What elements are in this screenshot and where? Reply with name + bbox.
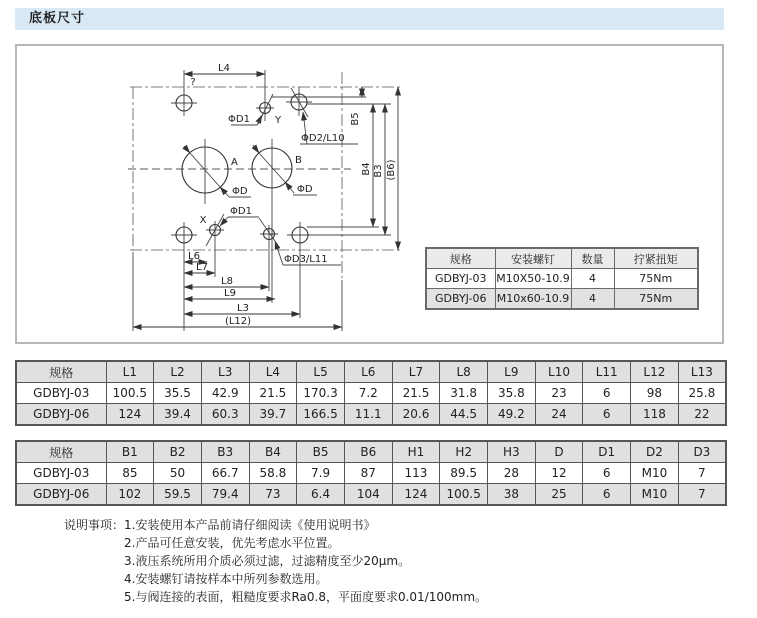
cell: 6	[583, 484, 631, 506]
cell: 166.5	[297, 404, 345, 426]
cell: 11.1	[344, 404, 392, 426]
column-header: B5	[297, 441, 345, 463]
dimension-lines	[133, 74, 398, 327]
column-header: L3	[201, 361, 249, 383]
column-header: H2	[440, 441, 488, 463]
column-header: L10	[535, 361, 583, 383]
dim-label-l9: L9	[224, 288, 236, 299]
cell: 31.8	[440, 383, 488, 404]
cell: 66.7	[201, 463, 249, 484]
leader-lines	[184, 88, 358, 265]
cell: 35.8	[488, 383, 536, 404]
column-header: L1	[106, 361, 154, 383]
cell: 59.5	[154, 484, 202, 506]
dim-label-l8: L8	[221, 276, 233, 287]
cell: M10x60-10.9	[495, 289, 571, 310]
b-dimension-table	[15, 440, 727, 506]
cell: 6	[583, 383, 631, 404]
column-header: B2	[154, 441, 202, 463]
cell: 60.3	[201, 404, 249, 426]
column-header: H1	[392, 441, 440, 463]
cell: 124	[106, 404, 154, 426]
dim-label-l12: (L12)	[224, 316, 252, 327]
column-header: 拧紧扭矩	[614, 248, 698, 269]
cell: 6.4	[297, 484, 345, 506]
cell: M10	[631, 463, 679, 484]
dim-label-b6: (B6)	[386, 159, 397, 181]
cell: 39.4	[154, 404, 202, 426]
centerline-ticks	[133, 70, 391, 331]
notes-items	[124, 516, 487, 606]
column-header: L8	[440, 361, 488, 383]
cell: 118	[631, 404, 679, 426]
cell: 170.3	[297, 383, 345, 404]
row-spec: GDBYJ-03	[426, 269, 495, 289]
port-label-a: A	[231, 157, 238, 168]
cell: 79.4	[201, 484, 249, 506]
cell: 44.5	[440, 404, 488, 426]
note-line: 2.产品可任意安装，优先考虑水平位置。	[124, 536, 340, 550]
dim-label-l4: L4	[218, 63, 230, 74]
note-line: 3.液压系统所用介质必须过滤，过滤精度至少20μm。	[124, 554, 411, 568]
column-header: 规格	[16, 361, 106, 383]
port-label-y: Y	[275, 115, 282, 126]
table-row	[16, 383, 726, 404]
dim-label-phi-d-b: ΦD	[297, 184, 313, 195]
dim-label-phi-d1-bottom: ΦD1	[230, 206, 252, 217]
cell: M10	[631, 484, 679, 506]
row-spec: GDBYJ-03	[16, 463, 106, 484]
column-header: L12	[631, 361, 679, 383]
column-header: B1	[106, 441, 154, 463]
column-header: D2	[631, 441, 679, 463]
column-header: 数量	[571, 248, 614, 269]
table-row	[16, 404, 726, 426]
screw-spec-table	[425, 247, 699, 310]
column-header: L13	[678, 361, 726, 383]
column-header: D	[535, 441, 583, 463]
cell: 6	[583, 404, 631, 426]
cell: 7	[678, 463, 726, 484]
cell: 6	[583, 463, 631, 484]
column-header: L9	[488, 361, 536, 383]
cell: 124	[392, 484, 440, 506]
cell: 25.8	[678, 383, 726, 404]
cell: 4	[571, 269, 614, 289]
dim-label-b3: B3	[373, 164, 384, 178]
cell: 4	[571, 289, 614, 310]
column-header: L6	[344, 361, 392, 383]
cell: 87	[344, 463, 392, 484]
dim-label-phi-d2-l10: ΦD2/L10	[301, 133, 345, 144]
row-spec: GDBYJ-06	[16, 484, 106, 506]
cell: 50	[154, 463, 202, 484]
table-row	[426, 289, 698, 310]
cell: 39.7	[249, 404, 297, 426]
notes-label: 说明事项：	[64, 518, 125, 532]
cell: M10X50-10.9	[495, 269, 571, 289]
column-header: L4	[249, 361, 297, 383]
cell: 100.5	[440, 484, 488, 506]
cell: 22	[678, 404, 726, 426]
column-header: B3	[201, 441, 249, 463]
l-dimension-table	[15, 360, 727, 426]
cell: 7	[678, 484, 726, 506]
cell: 75Nm	[614, 269, 698, 289]
column-header: L11	[583, 361, 631, 383]
dim-label-phi-d1-top: ΦD1	[228, 114, 250, 125]
dim-label-phi-d3-l11: ΦD3/L11	[284, 254, 328, 265]
note-line: 5.与阀连接的表面，粗糙度要求Ra0.8，平面度要求0.01/100mm。	[124, 590, 488, 604]
page-title: 底板尺寸	[15, 8, 724, 30]
cell: 100.5	[106, 383, 154, 404]
cell: 21.5	[249, 383, 297, 404]
cell: 104	[344, 484, 392, 506]
column-header: 安装螺钉	[495, 248, 571, 269]
cell: 7.9	[297, 463, 345, 484]
cell: 24	[535, 404, 583, 426]
cell: 38	[488, 484, 536, 506]
cell: 49.2	[488, 404, 536, 426]
table-row	[16, 463, 726, 484]
cell: 85	[106, 463, 154, 484]
column-header: L5	[297, 361, 345, 383]
port-label-b: B	[295, 155, 302, 166]
column-header: H3	[488, 441, 536, 463]
port-label-x: X	[199, 215, 207, 226]
table-row	[426, 269, 698, 289]
dim-label-q: ?	[190, 77, 196, 88]
cell: 7.2	[344, 383, 392, 404]
column-header: 规格	[16, 441, 106, 463]
column-header: 规格	[426, 248, 495, 269]
cell: 73	[249, 484, 297, 506]
note-line: 1.安装使用本产品前请仔细阅读《使用说明书》	[124, 518, 376, 532]
cell: 28	[488, 463, 536, 484]
dim-label-l7: L7	[196, 262, 208, 273]
cell: 20.6	[392, 404, 440, 426]
cell: 98	[631, 383, 679, 404]
column-header: D1	[583, 441, 631, 463]
cell: 25	[535, 484, 583, 506]
cell: 42.9	[201, 383, 249, 404]
column-header: D3	[678, 441, 726, 463]
dim-label-b4: B4	[361, 162, 372, 176]
dim-label-phi-d-a: ΦD	[232, 186, 248, 197]
column-header: B4	[249, 441, 297, 463]
column-header: B6	[344, 441, 392, 463]
cell: 89.5	[440, 463, 488, 484]
drawing-panel	[15, 44, 724, 344]
dim-label-l6: L6	[188, 251, 200, 262]
row-spec: GDBYJ-03	[16, 383, 106, 404]
cell: 102	[106, 484, 154, 506]
cell: 58.8	[249, 463, 297, 484]
cell: 21.5	[392, 383, 440, 404]
dim-label-l3: L3	[237, 303, 249, 314]
cell: 75Nm	[614, 289, 698, 310]
notes-section	[64, 516, 757, 606]
row-spec: GDBYJ-06	[16, 404, 106, 426]
column-header: L7	[392, 361, 440, 383]
cell: 12	[535, 463, 583, 484]
dim-label-b5: B5	[350, 112, 361, 126]
cell: 35.5	[154, 383, 202, 404]
row-spec: GDBYJ-06	[426, 289, 495, 310]
column-header: L2	[154, 361, 202, 383]
cell: 23	[535, 383, 583, 404]
note-line: 4.安装螺钉请按样本中所列参数选用。	[124, 572, 328, 586]
cell: 113	[392, 463, 440, 484]
table-row	[16, 484, 726, 506]
